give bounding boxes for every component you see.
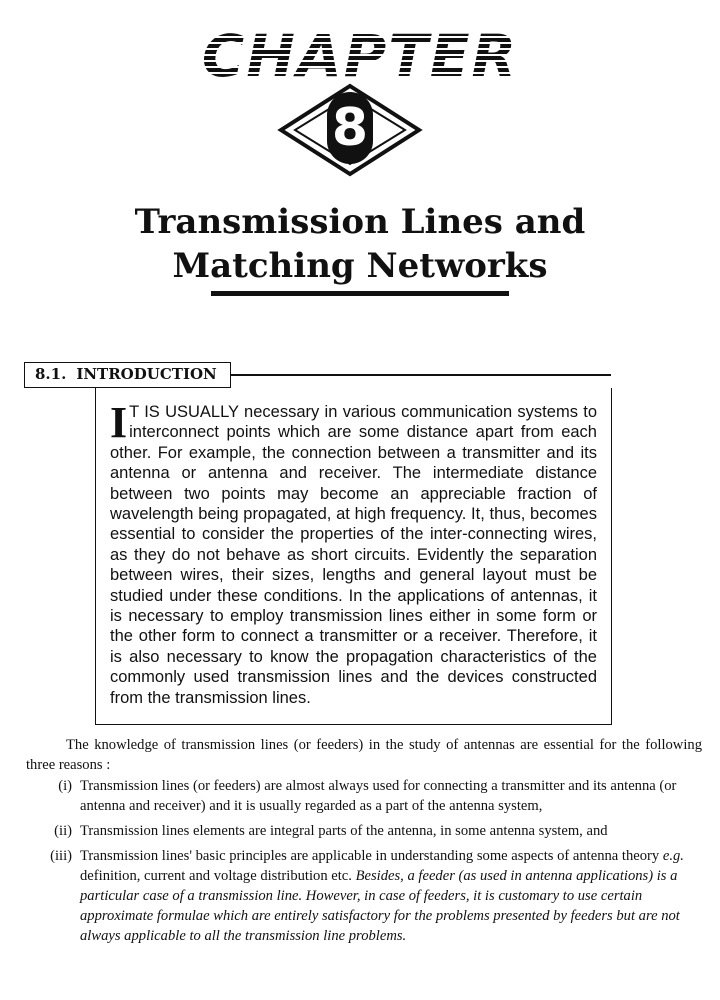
reason-item xyxy=(32,776,702,816)
reasons-list xyxy=(32,776,702,951)
reason-number: (i) xyxy=(58,778,72,794)
reason-text-part: Transmission lines' basic principles are applicable in understanding some aspects of antenna theory xyxy=(80,848,663,864)
reason-eg: e.g. xyxy=(662,848,684,864)
reason-text xyxy=(80,848,684,944)
reason-italic-text: Besides, a feeder (as used in antenna applications) is a particular case of a transmission line. However, in case of feeders, it is customary to use certain approximate formulae which are entirely satisfactory for the problems presented by feeders but are not always applicable to all the transmission line problems. xyxy=(80,868,680,944)
reason-item xyxy=(32,846,702,946)
drop-cap: I xyxy=(110,398,128,447)
intro-paragraph xyxy=(110,398,597,708)
chapter-number-diamond xyxy=(275,80,425,180)
title-underline xyxy=(211,291,509,296)
reason-text: Transmission lines (or feeders) are almost always used for connecting a transmitter and its antenna (or antenna and receiver) and it is usually regarded as a part of the antenna system, xyxy=(80,778,677,814)
reason-number: (iii) xyxy=(50,848,72,864)
section-title: INTRODUCTION xyxy=(76,365,217,383)
section-number: 8.1. xyxy=(35,365,67,383)
body-paragraph: The knowledge of transmission lines (or feeders) in the study of antennas are essential for the following three reasons : xyxy=(26,737,702,773)
chapter-title xyxy=(0,200,720,288)
reason-item xyxy=(32,821,702,841)
intro-text: T IS USUALLY necessary in various communication systems to interconnect points which are some distance apart from each other. For example, the connection between a transmitter and its antenna or antenna and receiver. The intermediate distance between two points may become an appreciable fraction of wavelength being propagated, at high frequency. It, thus, becomes essential to consider the properties of the inter-connecting wires, as they do not behave as short circuits. Evidently the separation between wires, their sizes, lengths and general layout must be studied under these conditions. In the applications of antennas, it is necessary to employ transmission lines either in some form or the other form to connect a transmitter or a receiver. Therefore, it is also necessary to know the propagation characteristics of the commonly used transmission lines and the devices constructed from the transmission lines. xyxy=(110,403,597,707)
chapter-title-line-2: Matching Networks xyxy=(172,246,548,286)
reason-text: Transmission lines elements are integral parts of the antenna, in some antenna system, and xyxy=(80,823,608,839)
intro-box xyxy=(95,388,612,725)
chapter-number: 8 xyxy=(327,92,373,164)
chapter-word: CHAPTER xyxy=(0,26,720,86)
section-rule xyxy=(231,374,611,376)
chapter-title-line-1: Transmission Lines and xyxy=(134,202,586,242)
reason-number: (ii) xyxy=(54,823,72,839)
reason-text-part: definition, current and voltage distribution etc. xyxy=(80,868,356,884)
section-heading xyxy=(24,362,231,388)
